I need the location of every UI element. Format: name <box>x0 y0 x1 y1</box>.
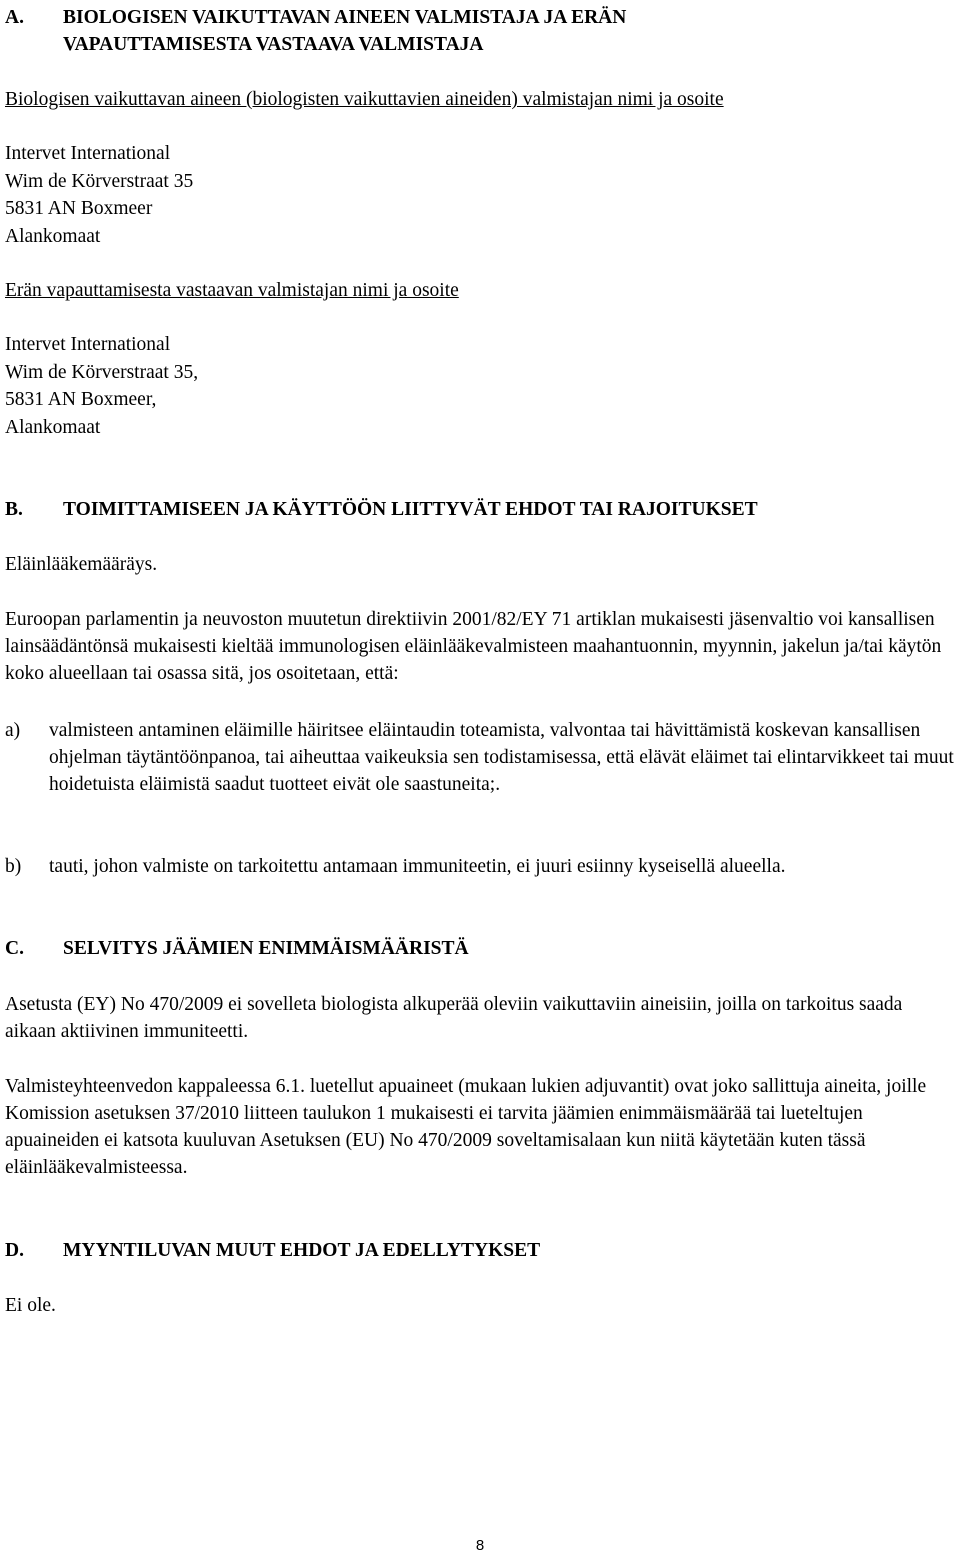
address-line: Wim de Körverstraat 35, <box>5 361 199 383</box>
manufacturer-heading: Biologisen vaikuttavan aineen (biologisten vaikuttavien aineiden) valmistajan nimi ja osoite <box>5 89 724 110</box>
list-text-a: valmisteen antaminen eläimille häiritsee eläintaudin toteamista, valvontaa tai hävittämistä koskevan kansallisen ohjelman täytäntöönpanoa, tai aiheuttaa vaikeuksia sen todistamisessa, että elävät eläimet tai elintarvikkeet tai muut hoidetuista eläimistä saadut tuotteet eivät ole saastuneita;. <box>49 720 954 795</box>
section-b-letter: B. <box>5 499 23 520</box>
address-line: 5831 AN Boxmeer <box>5 198 153 219</box>
address-line: Intervet International <box>5 143 171 164</box>
section-b-title: TOIMITTAMISEEN JA KÄYTTÖÖN LIITTYVÄT EHDOT TAI RAJOITUKSET <box>63 499 758 520</box>
section-d-text: Ei ole. <box>5 1295 56 1316</box>
section-d-title: MYYNTILUVAN MUUT EHDOT JA EDELLYTYKSET <box>63 1240 541 1261</box>
section-d-letter: D. <box>5 1240 24 1261</box>
list-item-a <box>5 717 960 798</box>
section-c-title: SELVITYS JÄÄMIEN ENIMMÄISMÄÄRISTÄ <box>63 938 469 959</box>
prescription-text: Eläinlääkemääräys. <box>5 554 158 575</box>
section-c-heading <box>5 935 955 962</box>
section-a-letter: A. <box>5 7 24 28</box>
section-b-heading <box>5 496 955 523</box>
mrl-paragraph-1: Asetusta (EY) No 470/2009 ei sovelleta biologista alkuperää oleviin vaikuttaviin aineisiin, joilla on tarkoitus saada aikaan aktiivinen immuniteetti. <box>5 994 903 1042</box>
release-address <box>5 331 198 441</box>
list-marker-a: a) <box>5 720 21 741</box>
list-marker-b: b) <box>5 856 22 877</box>
section-a-title-line2: VAPAUTTAMISESTA VASTAAVA VALMISTAJA <box>63 34 484 55</box>
address-line: Alankomaat <box>5 225 101 247</box>
page-number: 8 <box>475 1537 485 1554</box>
address-line: Intervet International <box>5 334 171 355</box>
release-heading: Erän vapauttamisesta vastaavan valmistajan nimi ja osoite <box>5 280 459 301</box>
section-a-title <box>63 4 955 58</box>
section-c-letter: C. <box>5 938 24 959</box>
list-text-b: tauti, johon valmiste on tarkoitettu antamaan immuniteetin, ei juuri esiinny kyseisellä alueella. <box>49 856 786 877</box>
manufacturer-address <box>5 140 193 250</box>
address-line: Alankomaat <box>5 416 101 438</box>
list-item-b <box>5 853 960 880</box>
mrl-paragraph-2: Valmisteyhteenvedon kappaleessa 6.1. luetellut apuaineet (mukaan lukien adjuvantit) ovat joko sallittuja aineita, joille Komission asetuksen 37/2010 liitteen taulukon 1 mukaisesti ei tarvita jäämien enimmäismäärää tai lueteltujen apuaineiden ei katsota kuuluvan Asetuksen (EU) No 470/2009 soveltamisalaan kun niitä käytetään kuten tässä eläinlääkevalmisteessa. <box>5 1076 927 1178</box>
directive-paragraph: Euroopan parlamentin ja neuvoston muutetun direktiivin 2001/82/EY 71 artiklan mukaisesti jäsenvaltio voi kansallisen lainsäädäntönsä mukaisesti kieltää immunologisen eläinlääkevalmisteen maahantuonnin, myynnin, jakelun ja/tai käytön koko alueellaan tai osassa sitä, jos osoitetaan, että: <box>5 609 942 684</box>
section-d-heading <box>5 1237 955 1264</box>
section-a-heading <box>5 4 955 58</box>
address-line: Wim de Körverstraat 35 <box>5 170 194 192</box>
section-a-title-line1: BIOLOGISEN VAIKUTTAVAN AINEEN VALMISTAJA JA ERÄN <box>63 7 627 28</box>
address-line: 5831 AN Boxmeer, <box>5 389 157 410</box>
